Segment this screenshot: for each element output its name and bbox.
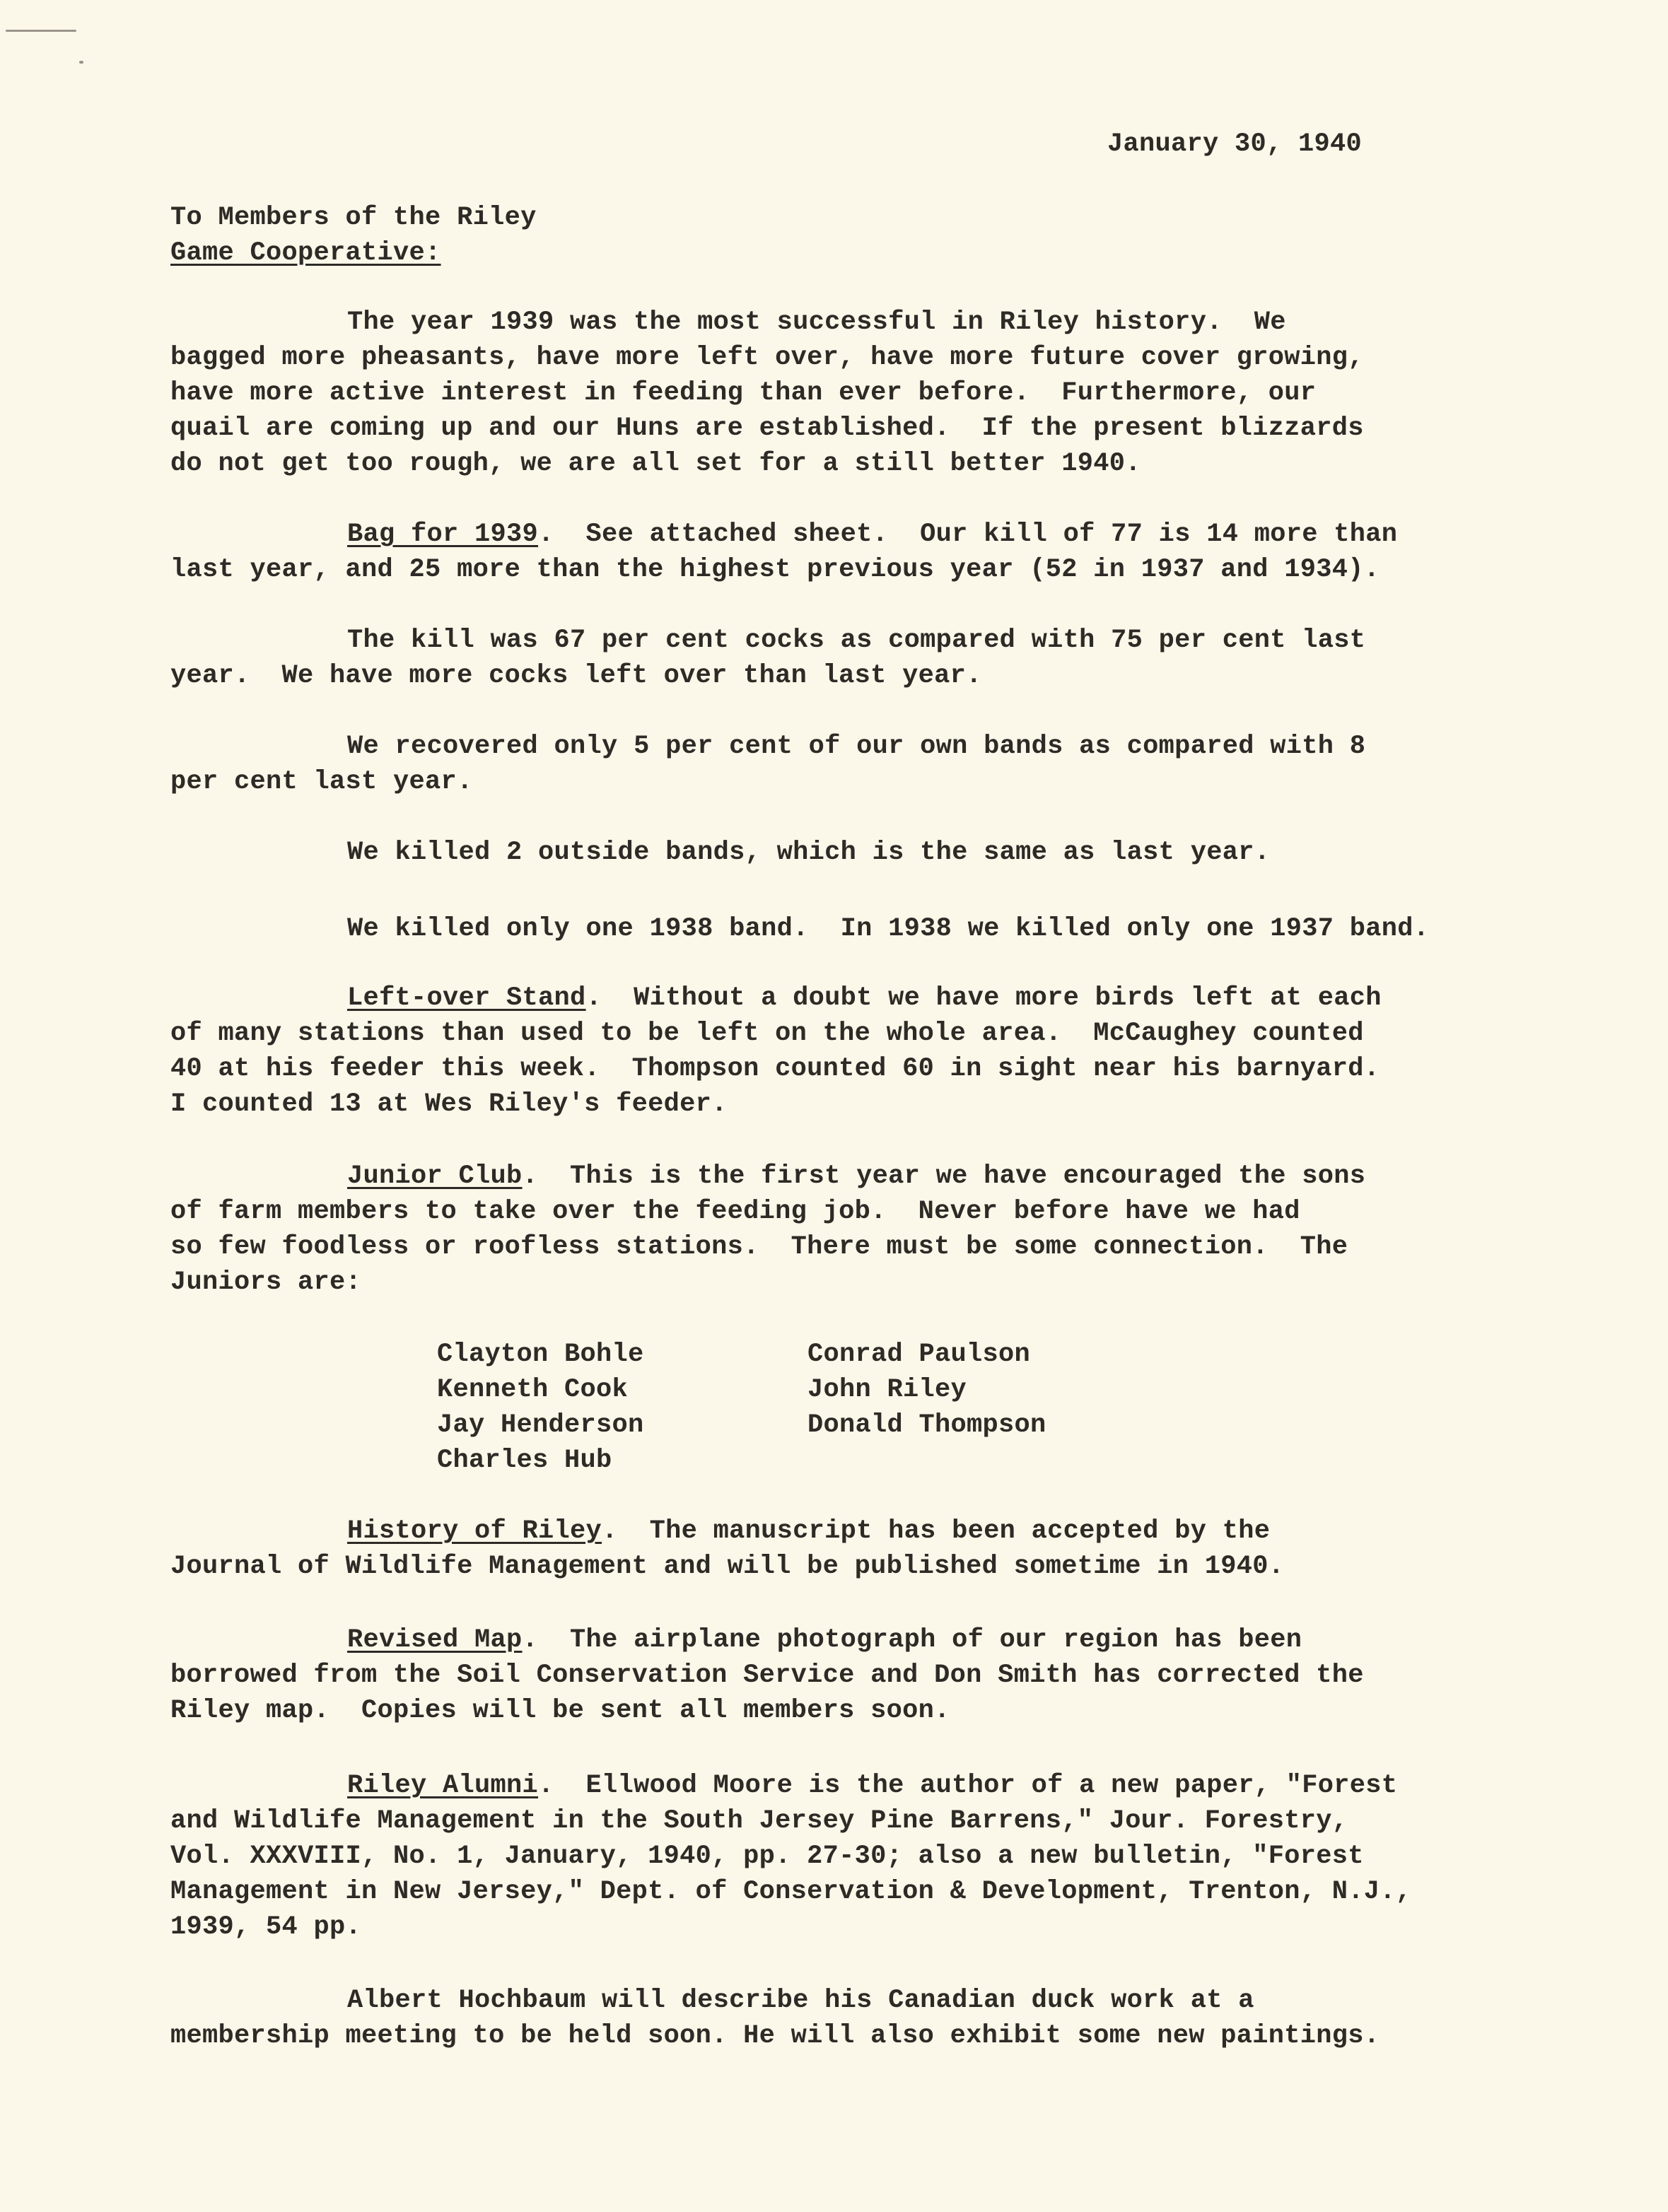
bands-line: We recovered only 5 per cent of our own bands as compared with 8 (347, 732, 1366, 761)
map-line: . The airplane photograph of our region has been (522, 1625, 1302, 1655)
alumni-line: 1939, 54 pp. (170, 1912, 362, 1942)
leftover-line: of many stations than used to be left on the whole area. McCaughey counted (170, 1019, 1364, 1048)
intro-line: quail are coming up and our Huns are established. If the present blizzards (170, 414, 1364, 443)
leftover-heading: Left-over Stand (347, 983, 586, 1013)
map-heading: Revised Map (347, 1625, 523, 1655)
alumni-line: Management in New Jersey," Dept. of Conservation & Development, Trenton, N.J., (170, 1877, 1412, 1907)
alumni-line: Vol. XXXVIII, No. 1, January, 1940, pp. 27-30; also a new bulletin, "Forest (170, 1842, 1364, 1871)
salutation-line-2: Game Cooperative: (170, 238, 441, 268)
intro-line: have more active interest in feeding than ever before. Furthermore, our (170, 378, 1317, 408)
hochbaum-line: Albert Hochbaum will describe his Canadian duck work at a (347, 1986, 1254, 2015)
map-line: Riley map. Copies will be sent all members soon. (170, 1696, 950, 1726)
map-line: borrowed from the Soil Conservation Service and Don Smith has corrected the (170, 1661, 1364, 1690)
junior-heading: Junior Club (347, 1161, 523, 1191)
alumni-heading: Riley Alumni (347, 1771, 539, 1801)
bands-line: per cent last year. (170, 767, 473, 797)
intro-line: bagged more pheasants, have more left over, have more future cover growing, (170, 343, 1364, 373)
outside-bands-line: We killed 2 outside bands, which is the same as last year. (347, 838, 1271, 867)
junior-name: Charles Hub (437, 1446, 612, 1475)
intro-line: The year 1939 was the most successful in Riley history. We (347, 308, 1286, 337)
junior-name: Conrad Paulson (807, 1340, 1031, 1369)
junior-line: of farm members to take over the feeding job. Never before have we had (170, 1197, 1300, 1227)
history-line: . The manuscript has been accepted by the (602, 1516, 1271, 1546)
paper-mark (6, 30, 76, 32)
history-line: Journal of Wildlife Management and will be published sometime in 1940. (170, 1552, 1285, 1581)
leftover-line: I counted 13 at Wes Riley's feeder. (170, 1089, 728, 1119)
paper-mark (79, 61, 83, 64)
alumni-line: . Ellwood Moore is the author of a new paper, "Forest (538, 1771, 1398, 1801)
junior-line: . This is the first year we have encouraged the sons (522, 1161, 1366, 1191)
salutation-line-1: To Members of the Riley (170, 203, 537, 233)
kill-line: year. We have more cocks left over than last year. (170, 661, 982, 691)
kill-line: The kill was 67 per cent cocks as compared with 75 per cent last (347, 626, 1366, 655)
bag-line: . See attached sheet. Our kill of 77 is 14 more than (538, 520, 1398, 549)
junior-name: Donald Thompson (807, 1410, 1046, 1440)
history-heading: History of Riley (347, 1516, 602, 1546)
leftover-line: . Without a doubt we have more birds left at each (585, 983, 1382, 1013)
leftover-line: 40 at his feeder this week. Thompson counted 60 in sight near his barnyard. (170, 1054, 1380, 1084)
junior-name: John Riley (807, 1375, 967, 1405)
junior-line: Juniors are: (170, 1268, 362, 1297)
letter-date: January 30, 1940 (1107, 129, 1363, 159)
hochbaum-line: membership meeting to be held soon. He will also exhibit some new paintings. (170, 2021, 1380, 2051)
junior-name: Kenneth Cook (437, 1375, 629, 1405)
bag-line: last year, and 25 more than the highest previous year (52 in 1937 and 1934). (170, 555, 1380, 585)
junior-line: so few foodless or roofless stations. There must be some connection. The (170, 1232, 1348, 1262)
junior-name: Clayton Bohle (437, 1340, 644, 1369)
intro-line: do not get too rough, we are all set for a still better 1940. (170, 449, 1141, 479)
junior-name: Jay Henderson (437, 1410, 644, 1440)
bag-heading: Bag for 1939 (347, 520, 539, 549)
band-1938-line: We killed only one 1938 band. In 1938 we killed only one 1937 band. (347, 914, 1430, 944)
alumni-line: and Wildlife Management in the South Jersey Pine Barrens," Jour. Forestry, (170, 1806, 1348, 1836)
